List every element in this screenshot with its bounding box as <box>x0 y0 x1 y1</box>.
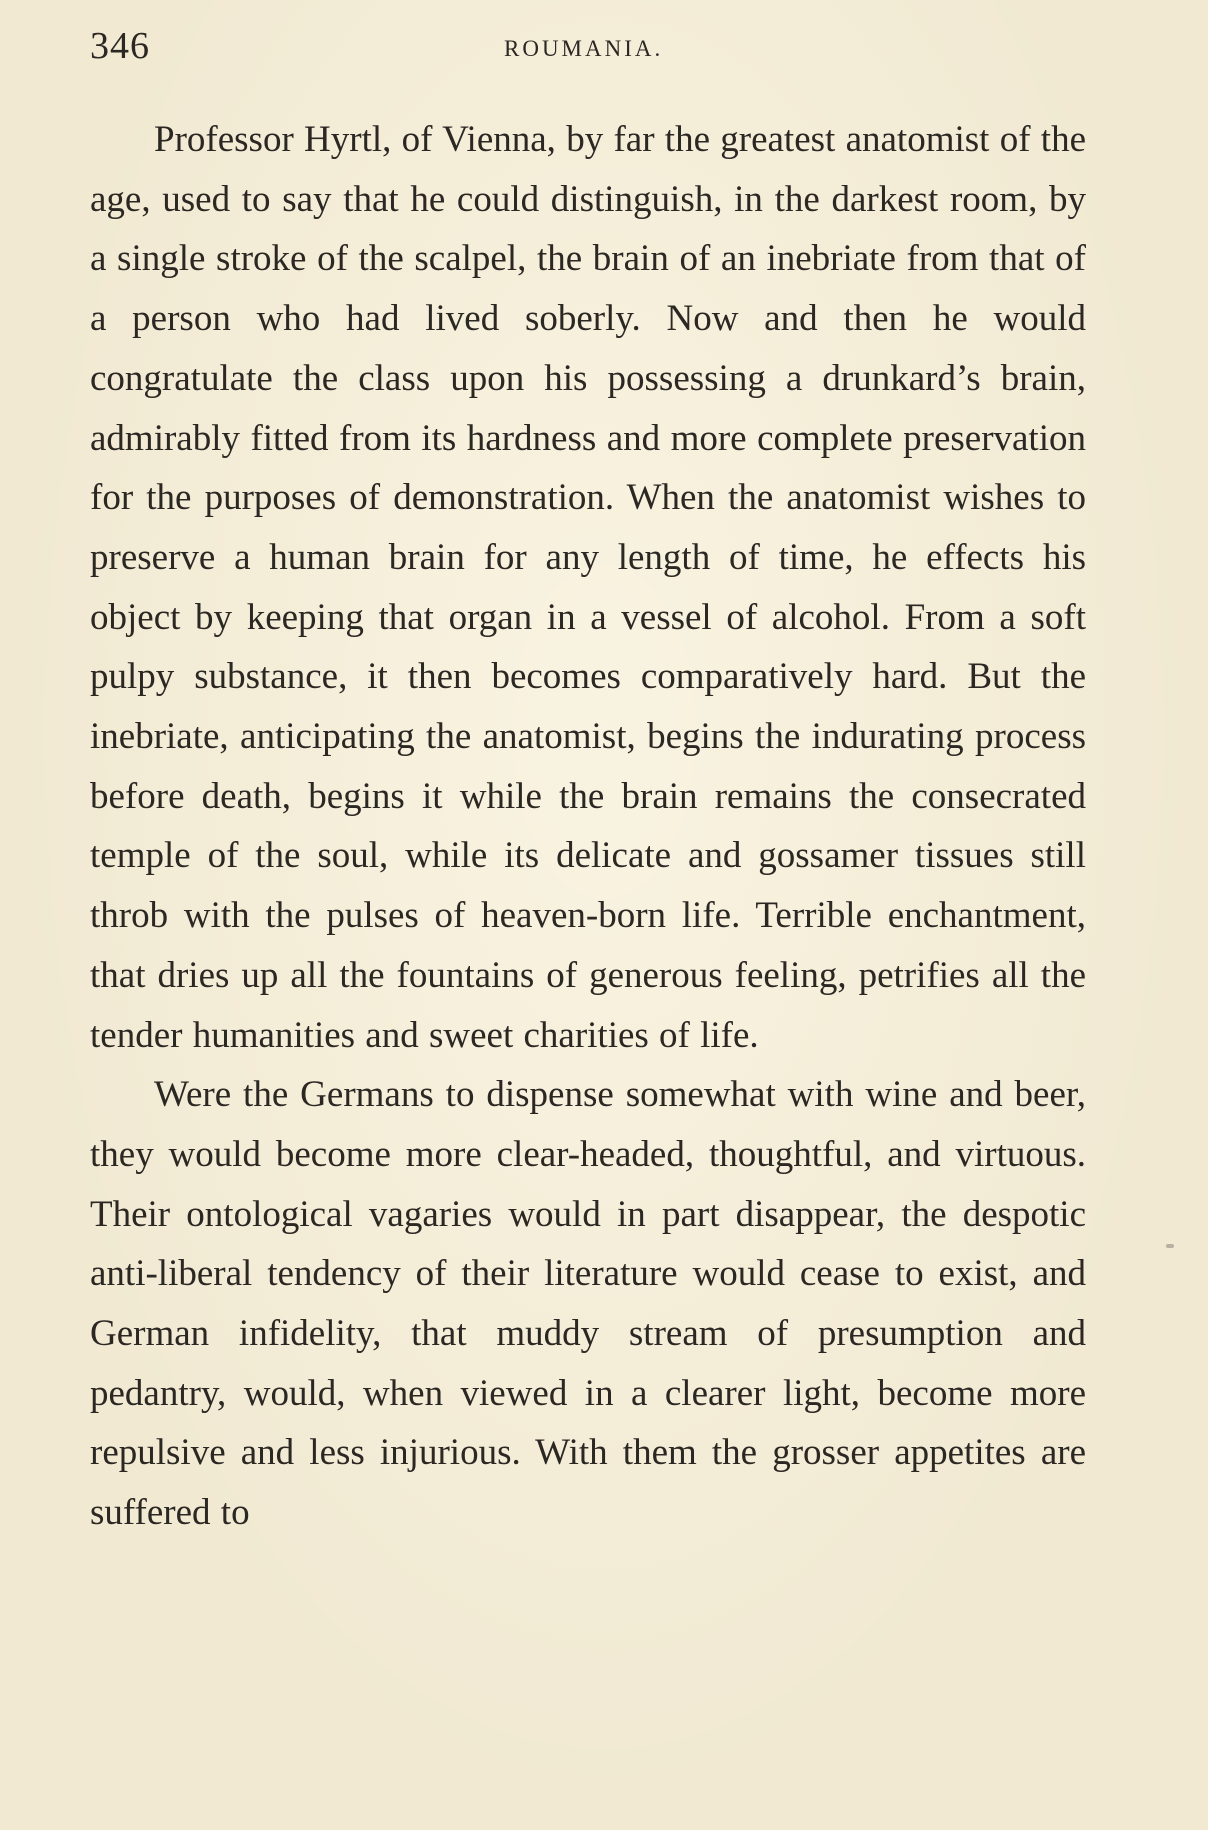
paper-speck <box>1166 1244 1174 1248</box>
paragraph-2: Were the Germans to dispense somewhat with wine and beer, they would become more clear-headed, thoughtful, and virtuous. Their ontological vagaries would in part disappear, the despotic anti-liberal tendency of their literature would cease to exist, and German infidelity, that muddy stream of presumption and pedantry, would, when viewed in a clearer light, become more repulsive and less injurious. With them the grosser appetites are suffered to <box>90 1074 1086 1534</box>
paragraph-1: Professor Hyrtl, of Vienna, by far the greatest anatomist of the age, used to say that he could distinguish, in the darkest room, by a single stroke of the scalpel, the brain of an inebriate from that of a person who had lived soberly. Now and then he would congratulate the class upon his possessing a drunkard’s brain, admirably fitted from its hardness and more complete preservation for the purposes of demonstration. When the anatomist wishes to preserve a human brain for any length of time, he effects his object by keeping that organ in a vessel of alcohol. From a soft pulpy substance, it then becomes comparatively hard. But the inebriate, anticipating the anatomist, begins the indurating process before death, begins it while the brain remains the consecrated temple of the soul, while its delicate and gossamer tissues still throb with the pulses of heaven-born life. Terrible enchantment, that dries up all the fountains of generous feeling, petrifies all the tender humanities and sweet charities of life. <box>90 119 1086 1056</box>
body-text <box>90 110 1086 1543</box>
page-number: 346 <box>90 25 150 67</box>
running-head: ROUMANIA. <box>504 36 664 61</box>
